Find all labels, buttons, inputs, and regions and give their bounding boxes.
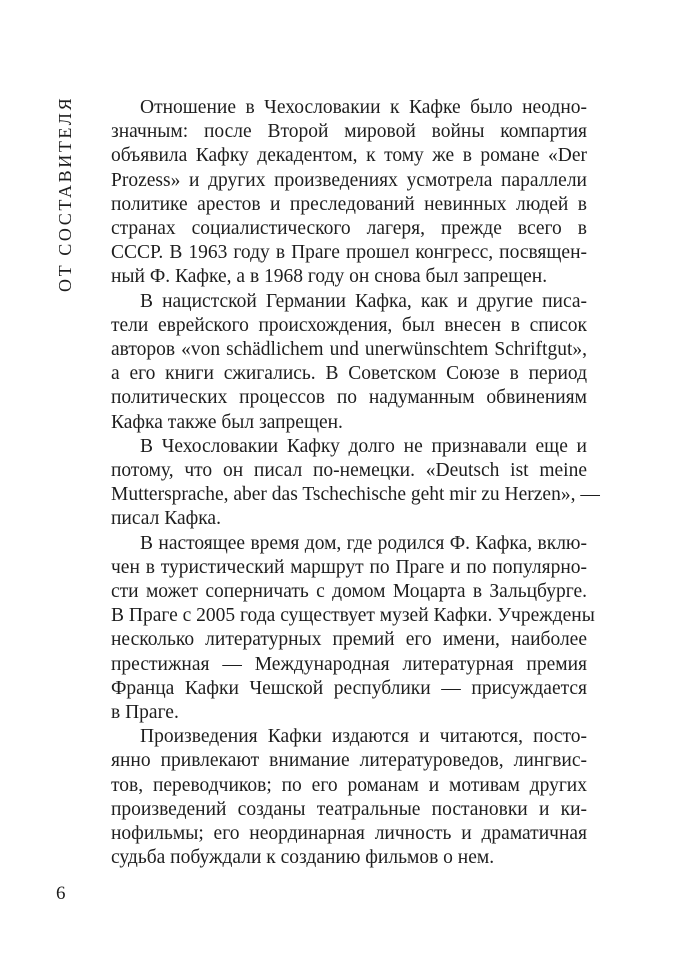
text-line: янно привлекают внимание литературоведов, лингвис-: [111, 750, 587, 772]
paragraph-3: [111, 435, 600, 532]
text-line: В Чехословакии Кафку долго не признавали еще и: [140, 435, 587, 457]
running-head: ОТ СОСТАВИТЕЛЯ: [55, 95, 75, 292]
text-line: писал Кафка.: [111, 508, 221, 530]
text-line: Произведения Кафки издаются и читаются, посто-: [140, 726, 587, 748]
text-line: несколько литературных премий его имени, наиболее: [111, 629, 587, 651]
text-line: тели еврейского происхождения, был внесен в список: [111, 314, 587, 336]
text-line: Prozess» и других произведениях усмотрела параллели: [111, 169, 587, 191]
text-line: потому, что он писал по-немецки. «Deutsch ist meine: [111, 460, 587, 482]
text-line: в Праге.: [111, 702, 179, 724]
text-line: а его книги сжигались. В Советском Союзе в период: [111, 363, 587, 385]
text-line: значным: после Второй мировой войны компартия: [111, 121, 587, 143]
text-line: престижная — Международная литературная премия: [111, 653, 587, 675]
text-line: политических процессов по надуманным обвинениям: [111, 387, 587, 409]
body-text: [111, 96, 600, 871]
text-line: сти может соперничать с домом Моцарта в Зальцбурге.: [111, 581, 587, 603]
text-line: СССР. В 1963 году в Праге прошел конгресс, посвящен-: [111, 242, 587, 264]
text-line: В Праге с 2005 года существует музей Кафки. Учреждены: [111, 605, 595, 627]
text-line: судьба побуждали к созданию фильмов о нем.: [111, 847, 495, 869]
text-line: политике арестов и преследований невинных людей в: [111, 193, 587, 215]
page-number: 6: [56, 883, 66, 904]
text-line: нофильмы; его неординарная личность и драматичная: [111, 823, 587, 845]
text-line: странах социалистического лагеря, прежде всего в: [111, 218, 587, 240]
text-line: произведений созданы театральные постановки и ки-: [111, 798, 587, 820]
text-line: Кафка также был запрещен.: [111, 411, 343, 433]
paragraph-2: [111, 290, 587, 435]
paragraph-4: [111, 532, 595, 726]
text-line: Франца Кафки Чешской республики — присуждается: [111, 677, 587, 699]
paragraph-5: [111, 725, 587, 870]
text-line: авторов «von schädlichem und unerwünschtem Schriftgut»,: [111, 339, 587, 361]
text-line: Muttersprache, aber das Tschechische geht mir zu Herzen», —: [111, 484, 600, 506]
text-line: Отношение в Чехословакии к Кафке было неодно-: [140, 97, 587, 118]
text-line: В настоящее время дом, где родился Ф. Кафка, вклю-: [140, 532, 587, 554]
paragraph-1: [111, 96, 587, 290]
text-line: ный Ф. Кафке, а в 1968 году он снова был запрещен.: [111, 266, 548, 288]
text-line: В нацистской Германии Кафка, как и другие писа-: [140, 290, 587, 312]
text-line: тов, переводчиков; по его романам и мотивам других: [111, 774, 587, 796]
text-line: объявила Кафку декадентом, к тому же в романе «Der: [111, 145, 587, 167]
text-line: чен в туристический маршрут по Праге и по популярно-: [111, 556, 587, 578]
